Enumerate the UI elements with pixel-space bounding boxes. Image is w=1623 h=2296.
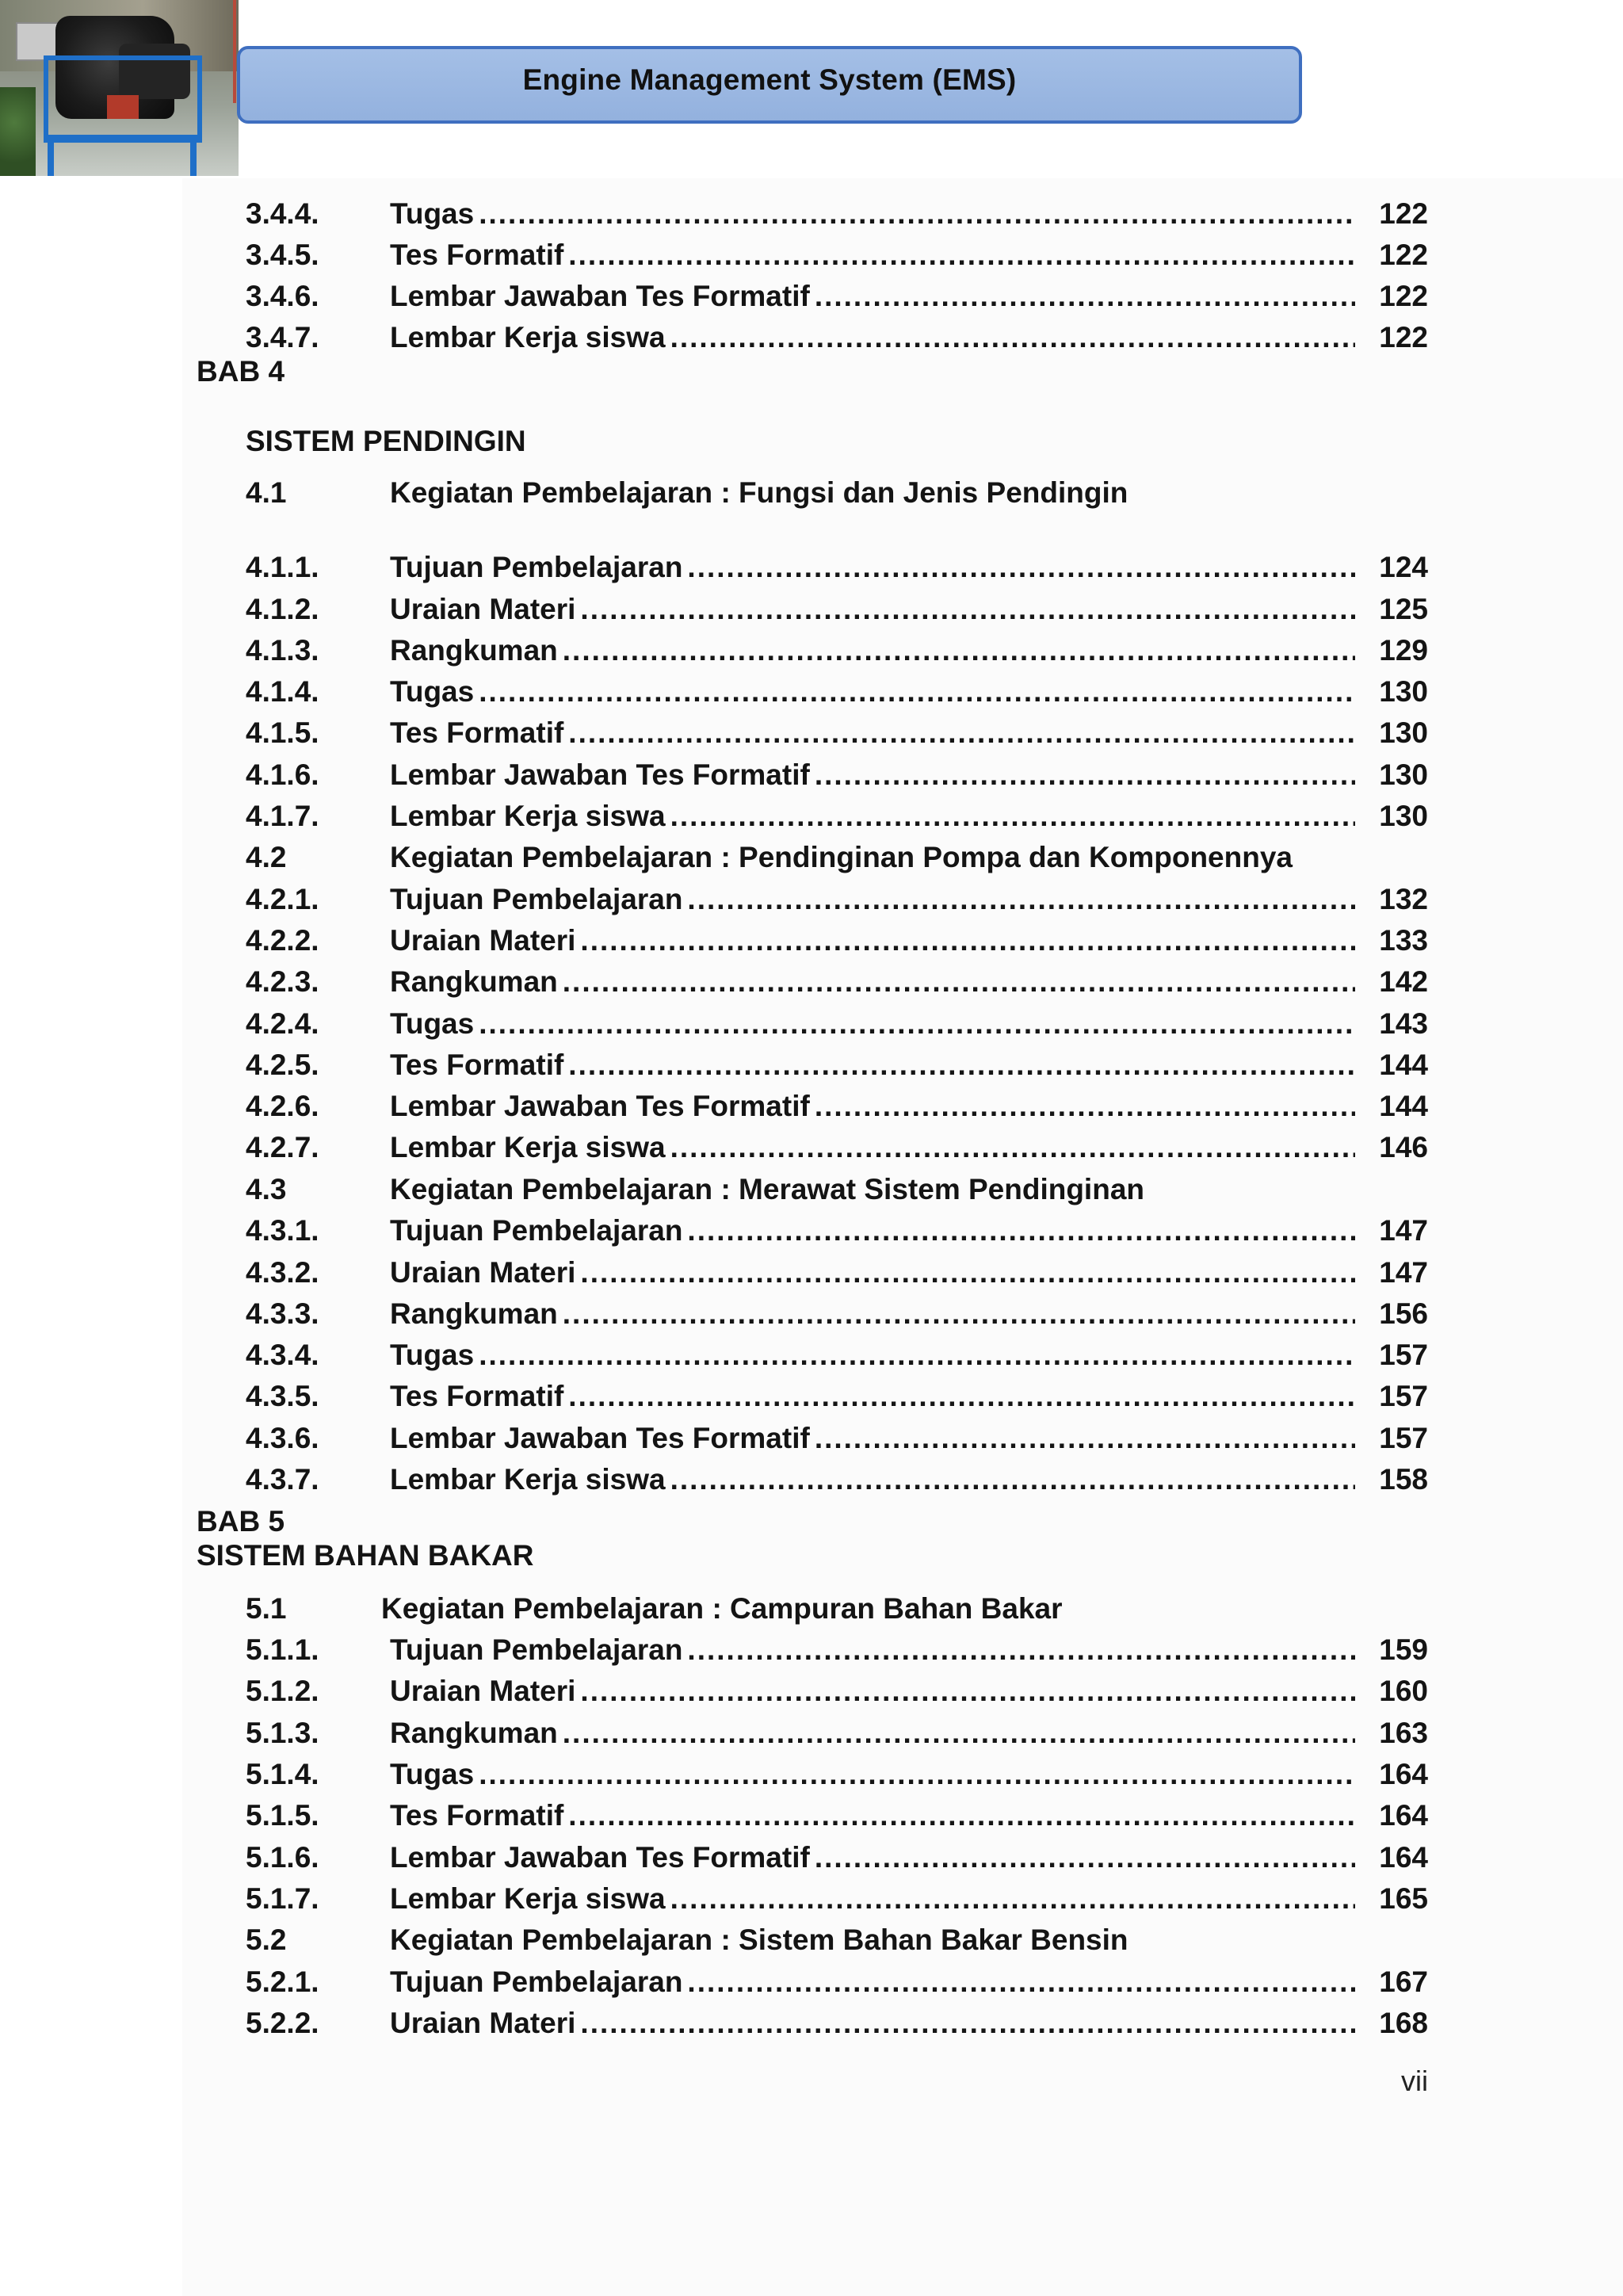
toc-entry[interactable] [246,1252,1428,1293]
header-banner [237,46,1302,124]
chapter-title: SISTEM PENDINGIN [246,425,526,457]
dot-leader [666,317,1355,358]
toc-entry-number: 5.1.2. [246,1675,319,1707]
toc-entry-number: 4.2.3. [246,965,319,998]
toc-entry-number: 4.1.3. [246,634,319,667]
toc-entry-number: 4.1.1. [246,551,319,583]
toc-entry-number: 4.2.6. [246,1090,319,1122]
toc-entry[interactable] [246,1629,1428,1671]
toc-entry-page: 122 [1379,239,1428,271]
toc-entry-page: 143 [1379,1007,1428,1040]
toc-entry-page: 130 [1379,758,1428,791]
dot-leader [575,2003,1355,2044]
dot-leader [563,1045,1355,1086]
toc-entry[interactable] [246,879,1428,920]
toc-entry-number: 5.1.6. [246,1841,319,1874]
toc-entry-number: 4.1.5. [246,716,319,749]
toc-entry-number: 4.3.1. [246,1214,319,1247]
toc-section-title: Kegiatan Pembelajaran : Fungsi dan Jenis Pendingin [390,476,1128,509]
toc-section-number: 5.1 [246,1592,287,1625]
toc-entry-title: Rangkuman [390,1297,558,1330]
toc-entry-title: Tujuan Pembelajaran [390,1214,683,1247]
dot-leader [682,879,1355,920]
toc-entry-number: 4.1.6. [246,758,319,791]
toc-entry[interactable] [246,1754,1428,1795]
toc-entry-page: 125 [1379,593,1428,625]
dot-leader [682,1629,1355,1671]
toc-section-title: Kegiatan Pembelajaran : Campuran Bahan Bakar [381,1592,1063,1625]
dot-leader [474,671,1355,712]
toc-entry-page: 142 [1379,965,1428,998]
page-number: vii [1401,2065,1428,2097]
toc-entry-title: Uraian Materi [390,1256,576,1289]
toc-entry[interactable] [246,1671,1428,1712]
toc-entry[interactable] [246,1335,1428,1376]
dot-leader [575,1252,1355,1293]
toc-entry-page: 168 [1379,2007,1428,2039]
toc-entry-title: Lembar Jawaban Tes Formatif [390,1422,810,1454]
toc-entry-number: 3.4.6. [246,280,319,312]
toc-entry-number: 4.2.5. [246,1049,319,1081]
toc-section[interactable] [246,1920,1428,1961]
dot-leader [810,1837,1355,1878]
chapter-label: BAB 4 [197,355,285,388]
toc-entry[interactable] [246,1293,1428,1335]
toc-entry-page: 164 [1379,1799,1428,1832]
chapter-title: SISTEM BAHAN BAKAR [197,1539,534,1572]
toc-entry-title: Lembar Jawaban Tes Formatif [390,1841,810,1874]
toc-entry-page: 157 [1379,1422,1428,1454]
toc-entry-title: Tes Formatif [390,1799,564,1832]
toc-entry-page: 157 [1379,1339,1428,1371]
toc-entry[interactable] [246,1376,1428,1417]
toc-entry[interactable] [246,193,1428,235]
toc-entry-number: 5.1.1. [246,1633,319,1666]
dot-leader [474,1003,1355,1045]
toc-entry-page: 130 [1379,716,1428,749]
toc-entry[interactable] [246,755,1428,796]
toc-entry-page: 133 [1379,924,1428,957]
dot-leader [810,1086,1355,1127]
toc-entry-title: Tes Formatif [390,716,564,749]
toc-section-number: 5.2 [246,1924,287,1956]
toc-entry-number: 5.1.4. [246,1758,319,1790]
dot-leader [558,630,1355,671]
dot-leader [558,1713,1355,1754]
toc-entry-number: 4.3.5. [246,1380,319,1412]
toc-section-title: Kegiatan Pembelajaran : Merawat Sistem Pendinginan [390,1173,1144,1205]
dot-leader [575,589,1355,630]
document-title: Engine Management System (EMS) [522,63,1017,96]
toc-entry-title: Tugas [390,1339,475,1371]
dot-leader [810,276,1355,317]
toc-entry-number: 5.2.2. [246,2007,319,2039]
toc-entry-number: 3.4.5. [246,239,319,271]
toc-entry-page: 147 [1379,1256,1428,1289]
dot-leader [810,755,1355,796]
toc-section[interactable] [246,1169,1428,1210]
toc-entry-page: 124 [1379,551,1428,583]
toc-entry-title: Uraian Materi [390,593,576,625]
toc-entry[interactable] [246,1795,1428,1836]
toc-entry-number: 4.1.2. [246,593,319,625]
toc-entry[interactable] [246,671,1428,712]
toc-entry[interactable] [246,547,1428,588]
toc-entry-title: Lembar Jawaban Tes Formatif [390,758,810,791]
toc-entry-page: 147 [1379,1214,1428,1247]
toc-entry-page: 130 [1379,800,1428,832]
toc-entry-title: Tes Formatif [390,1380,564,1412]
toc-entry[interactable] [246,589,1428,630]
toc-entry-title: Lembar Kerja siswa [390,1131,666,1163]
toc-entry[interactable] [246,1210,1428,1251]
toc-entry-page: 167 [1379,1966,1428,1998]
dot-leader [563,1795,1355,1836]
toc-entry-number: 4.3.2. [246,1256,319,1289]
toc-entry[interactable] [246,1962,1428,2003]
dot-leader [558,961,1355,1003]
toc-entry[interactable] [246,920,1428,961]
toc-entry-number: 5.1.5. [246,1799,319,1832]
engine-trainer-photo [0,0,239,176]
dot-leader [474,193,1355,235]
toc-entry-number: 4.1.4. [246,675,319,708]
toc-entry-number: 4.1.7. [246,800,319,832]
dot-leader [810,1418,1355,1459]
toc-entry[interactable] [246,1086,1428,1127]
toc-entry-title: Tugas [390,1007,475,1040]
toc-entry-number: 4.3.6. [246,1422,319,1454]
toc-entry-title: Uraian Materi [390,924,576,957]
dot-leader [666,1127,1355,1168]
toc-entry-number: 4.2.7. [246,1131,319,1163]
toc-entry-number: 4.2.2. [246,924,319,957]
toc-entry-page: 164 [1379,1758,1428,1790]
dot-leader [666,796,1355,837]
dot-leader [563,235,1355,276]
toc-entry-number: 4.2.4. [246,1007,319,1040]
toc-entry-page: 122 [1379,280,1428,312]
toc-entry-number: 4.3.7. [246,1463,319,1496]
toc-entry-page: 160 [1379,1675,1428,1707]
toc-entry-title: Lembar Jawaban Tes Formatif [390,280,810,312]
toc-entry-title: Rangkuman [390,1717,558,1749]
toc-entry-title: Tujuan Pembelajaran [390,1633,683,1666]
toc-entry-number: 5.1.7. [246,1882,319,1915]
dot-leader [563,712,1355,754]
toc-entry-title: Tugas [390,675,475,708]
toc-entry-page: 146 [1379,1131,1428,1163]
toc-entry-title: Tujuan Pembelajaran [390,551,683,583]
toc-entry-page: 157 [1379,1380,1428,1412]
toc-entry-page: 129 [1379,634,1428,667]
toc-entry-title: Lembar Kerja siswa [390,321,666,353]
dot-leader [666,1878,1355,1920]
toc-entry-title: Lembar Kerja siswa [390,1463,666,1496]
toc-section-number: 4.1 [246,476,287,509]
toc-entry[interactable] [246,1837,1428,1878]
toc-entry-title: Uraian Materi [390,2007,576,2039]
toc-entry-title: Lembar Jawaban Tes Formatif [390,1090,810,1122]
dot-leader [558,1293,1355,1335]
toc-entry-page: 122 [1379,321,1428,353]
toc-entry[interactable] [246,235,1428,276]
toc-entry-page: 122 [1379,197,1428,230]
toc-entry-number: 4.3.3. [246,1297,319,1330]
toc-entry[interactable] [246,961,1428,1003]
toc-entry[interactable] [246,1878,1428,1920]
toc-entry-page: 144 [1379,1049,1428,1081]
toc-entry-title: Tujuan Pembelajaran [390,883,683,915]
toc-section[interactable] [246,837,1428,878]
toc-entry-title: Lembar Kerja siswa [390,1882,666,1915]
dot-leader [563,1376,1355,1417]
toc-entry-page: 144 [1379,1090,1428,1122]
dot-leader [666,1459,1355,1500]
toc-entry-title: Tugas [390,197,475,230]
toc-entry-title: Tes Formatif [390,1049,564,1081]
toc-entry-number: 5.2.1. [246,1966,319,1998]
toc-section-title: Kegiatan Pembelajaran : Sistem Bahan Bakar Bensin [390,1924,1128,1956]
toc-entry[interactable] [246,1045,1428,1086]
dot-leader [682,547,1355,588]
toc-entry-title: Tugas [390,1758,475,1790]
toc-entry-page: 130 [1379,675,1428,708]
chapter-label: BAB 5 [197,1505,285,1538]
toc-section[interactable] [246,1588,1428,1629]
toc-entry-page: 158 [1379,1463,1428,1496]
toc-entry-title: Tes Formatif [390,239,564,271]
toc-entry[interactable] [246,1713,1428,1754]
toc-entry-number: 3.4.4. [246,197,319,230]
toc-entry-page: 132 [1379,883,1428,915]
toc-entry-title: Uraian Materi [390,1675,576,1707]
toc-entry-number: 5.1.3. [246,1717,319,1749]
toc-entry-number: 4.3.4. [246,1339,319,1371]
toc-entry[interactable] [246,630,1428,671]
toc-entry-title: Tujuan Pembelajaran [390,1966,683,1998]
toc-entry[interactable] [246,1127,1428,1168]
toc-entry-title: Lembar Kerja siswa [390,800,666,832]
toc-entry[interactable] [246,712,1428,754]
toc-section[interactable] [246,472,1428,514]
toc-entry-title: Rangkuman [390,965,558,998]
toc-section-number: 4.2 [246,841,287,873]
dot-leader [682,1962,1355,2003]
toc-entry[interactable] [246,276,1428,317]
toc-entry-page: 156 [1379,1297,1428,1330]
toc-entry-page: 164 [1379,1841,1428,1874]
toc-entry-number: 3.4.7. [246,321,319,353]
toc-entry[interactable] [246,317,1428,358]
toc-entry[interactable] [246,796,1428,837]
toc-entry[interactable] [246,1418,1428,1459]
toc-entry-page: 159 [1379,1633,1428,1666]
dot-leader [575,1671,1355,1712]
toc-entry-title: Rangkuman [390,634,558,667]
toc-section-number: 4.3 [246,1173,287,1205]
toc-entry[interactable] [246,2003,1428,2044]
toc-entry[interactable] [246,1003,1428,1045]
dot-leader [474,1754,1355,1795]
toc-entry-page: 163 [1379,1717,1428,1749]
dot-leader [575,920,1355,961]
toc-entry-number: 4.2.1. [246,883,319,915]
toc-entry[interactable] [246,1459,1428,1500]
toc-section-title: Kegiatan Pembelajaran : Pendinginan Pompa dan Komponennya [390,841,1293,873]
dot-leader [474,1335,1355,1376]
toc-entry-page: 165 [1379,1882,1428,1915]
dot-leader [682,1210,1355,1251]
